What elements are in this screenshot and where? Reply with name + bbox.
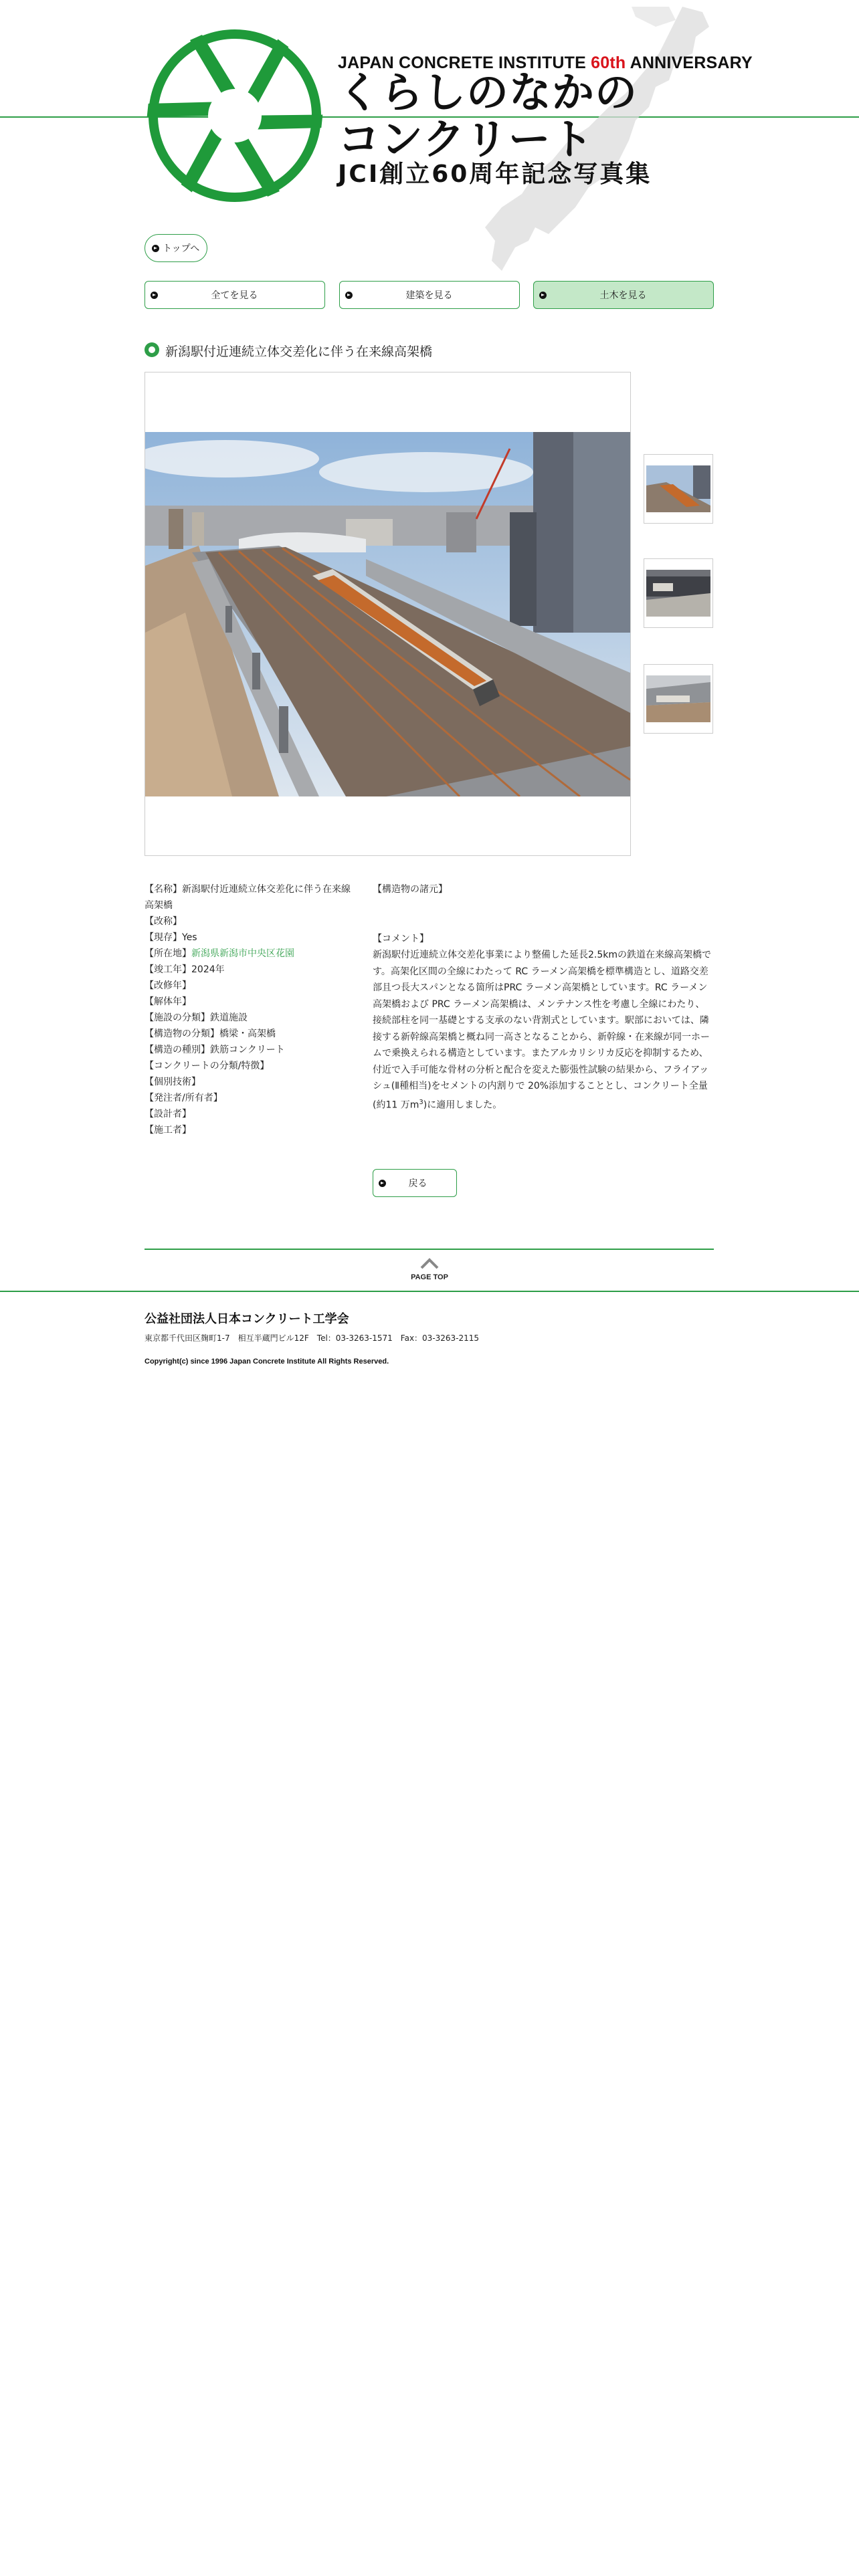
- comment-text: 新潟駅付近連続立体交差化事業により整備した延長2.5kmの鉄道在来線高架橋で す。高架化区間の全線にわたって RC ラーメン高架橋を標準構造とし、道路交差 部且つ長大スパンとなる箇所はPRC ラーメン高架橋としています。RC ラーメン 高架橋および PRC ラーメン高架橋は、メンテナンス性を考慮し全線にわたり、 接続部柱を同一基礎とする支承のない背割式としています。駅部においては、隣 接する新幹線高架橋と概ね同一高さとなることから、新幹線・在来線が同一ホー ムで乗換えられる構造としています。またアルカリシリカ反応を抑制するため、 付近で入手可能な骨材の分析と配合を変えた膨張性試験の結果から、フライアッ シュ(Ⅱ種相当)をセメントの内割りで 20%添加することとし、コンクリート全量 (約11 万$m^3$)に適用しました。: [373, 950, 712, 1111]
- arrow-right-icon: [151, 292, 158, 299]
- thumbnail-3-image: [646, 675, 710, 722]
- back-label: 戻る: [408, 1178, 427, 1189]
- footer-divider-bottom: [0, 1291, 859, 1292]
- page-title: 新潟駅付近連続立体交差化に伴う在来線高架橋: [165, 344, 433, 359]
- title-bullet-icon: [145, 342, 159, 357]
- info-completed: 【竣工年】2024年: [145, 964, 225, 975]
- header-title-jp: くらしのなかの コンクリート: [338, 68, 638, 164]
- arrow-right-icon: [345, 292, 353, 299]
- thumbnail-1-image: [646, 465, 710, 512]
- info-renovated: 【改修年】: [145, 980, 191, 991]
- info-name: 【名称】新潟駅付近連続立体交差化に伴う在来線: [145, 884, 351, 895]
- copyright: Copyright(c) since 1996 Japan Concrete Institute All Rights Reserved.: [145, 1358, 389, 1366]
- view-architecture-button[interactable]: [339, 281, 520, 309]
- info-demolished: 【解体年】: [145, 996, 191, 1007]
- info-structure-type: 【構造の種別】鉄筋コンクリート: [145, 1045, 285, 1055]
- header-60th: 60th: [591, 53, 626, 72]
- railway-viaduct-photo: [145, 432, 630, 796]
- thumbnail-2-image: [646, 570, 710, 617]
- jci-60th-logo-icon: [145, 25, 325, 206]
- view-all-label: 全てを見る: [211, 290, 258, 301]
- header-title-en: JAPAN CONCRETE INSTITUTE 60th ANNIVERSARY: [338, 53, 753, 72]
- thumbnail-1[interactable]: [644, 454, 713, 524]
- view-all-button[interactable]: [145, 281, 325, 309]
- header-subtitle: JCI創立60周年記念写真集: [338, 160, 652, 188]
- info-former-name: 【改称】: [145, 916, 182, 927]
- chevron-up-icon: [411, 1256, 448, 1272]
- page-top-label: PAGE TOP: [411, 1273, 448, 1281]
- info-list: [145, 881, 359, 1138]
- info-existing: 【現存】Yes: [145, 932, 197, 943]
- view-civil-button[interactable]: [533, 281, 714, 309]
- main-photo: [145, 432, 630, 796]
- info-concrete-features: 【コンクリートの分類/特徴】: [145, 1061, 270, 1071]
- page-top-button[interactable]: [411, 1256, 448, 1287]
- top-page-button[interactable]: [145, 234, 207, 262]
- info-location: 【所在地】新潟県新潟市中央区花園: [145, 948, 294, 959]
- info-builder: 【施工者】: [145, 1125, 191, 1136]
- info-name-cont: 高架橋: [145, 900, 173, 911]
- comment-label: 【コメント】: [373, 934, 429, 944]
- footer-divider-top: [145, 1249, 714, 1250]
- thumbnail-3[interactable]: [644, 664, 713, 734]
- specs-label: 【構造物の諸元】: [373, 884, 448, 895]
- thumbnail-2[interactable]: [644, 558, 713, 628]
- arrow-right-icon: [152, 245, 159, 252]
- info-owner: 【発注者/所有者】: [145, 1093, 223, 1103]
- location-link[interactable]: 新潟県新潟市中央区花園: [191, 948, 294, 959]
- view-architecture-label: 建築を見る: [405, 290, 453, 301]
- info-facility-class: 【施設の分類】鉄道施設: [145, 1012, 248, 1023]
- info-designer: 【設計者】: [145, 1109, 191, 1119]
- info-structure-class: 【構造物の分類】橋梁・高架橋: [145, 1029, 276, 1039]
- org-address: 東京都千代田区麹町1-7 相互半蔵門ビル12F Tel：03-3263-1571 Fax：03-3263-2115: [145, 1333, 480, 1343]
- org-name: 公益社団法人日本コンクリート工学会: [145, 1312, 349, 1326]
- info-special-tech: 【個別技術】: [145, 1077, 201, 1087]
- arrow-right-icon: [379, 1180, 386, 1187]
- back-button[interactable]: [373, 1169, 457, 1197]
- arrow-right-icon: [539, 292, 547, 299]
- top-page-label: トップへ: [163, 243, 200, 254]
- view-civil-label: 土木を見る: [599, 290, 647, 301]
